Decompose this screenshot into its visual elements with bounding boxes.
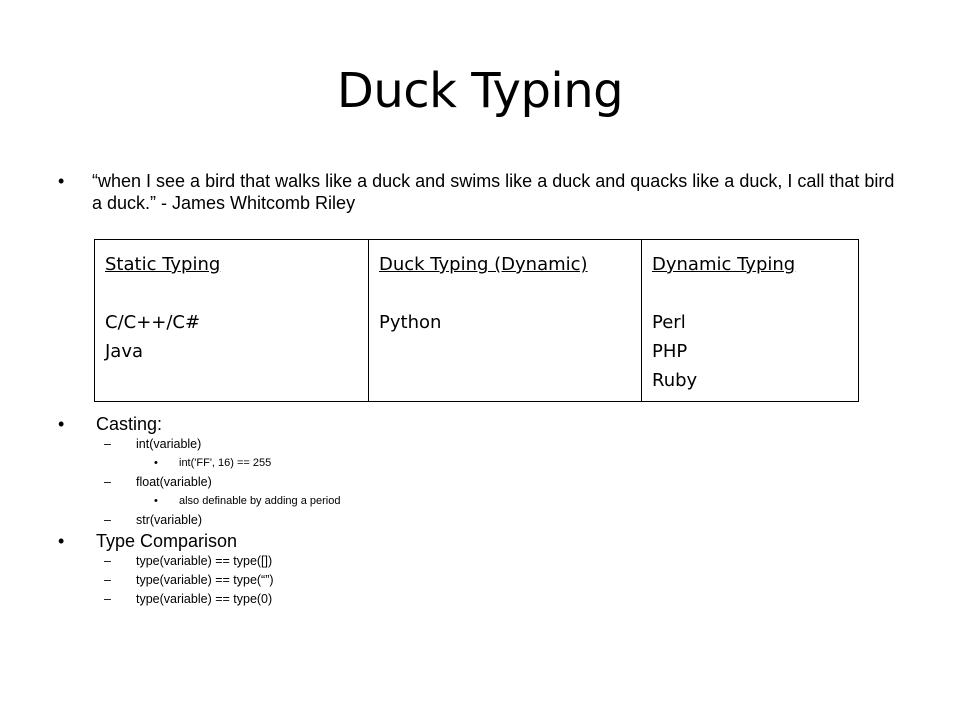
- typing-table: [94, 239, 859, 402]
- table-column-dynamic: [642, 240, 859, 402]
- bullet-icon: •: [58, 414, 65, 434]
- list-item: [58, 511, 858, 530]
- list-item-text: type(variable) == type([]): [136, 554, 273, 568]
- bullet-list: [58, 413, 858, 609]
- list-item: [58, 435, 858, 454]
- comparison-label: Type Comparison: [96, 531, 238, 551]
- dash-icon: –: [104, 513, 111, 527]
- language-item: Python: [379, 312, 442, 333]
- column-header: Static Typing: [105, 254, 221, 275]
- dash-icon: –: [104, 573, 111, 587]
- column-header: Dynamic Typing: [652, 254, 796, 275]
- list-item-text: int(variable): [136, 437, 202, 451]
- quote-text: “when I see a bird that walks like a duck and swims like a duck and quacks like a duck, I call that bird a duck.” - James Whitcomb Riley: [92, 171, 895, 213]
- sub-list-item: [58, 454, 858, 473]
- slide-title: Duck Typing: [336, 63, 624, 119]
- sub-list-item: [58, 492, 858, 511]
- dash-icon: –: [104, 475, 111, 489]
- list-item-text: type(variable) == type(0): [136, 592, 273, 606]
- list-item-text: float(variable): [136, 475, 212, 489]
- list-item: [58, 571, 858, 590]
- list-item: [58, 590, 858, 609]
- casting-label: Casting:: [96, 414, 163, 434]
- dash-icon: –: [104, 592, 111, 606]
- bullet-icon: •: [58, 531, 65, 551]
- language-item: Ruby: [652, 370, 698, 391]
- language-item: C/C++/C#: [105, 312, 201, 333]
- bullet-icon: •: [58, 171, 65, 191]
- sub-item-text: int('FF', 16) == 255: [179, 457, 272, 469]
- language-item: Java: [105, 341, 144, 362]
- column-header: Duck Typing (Dynamic): [379, 254, 588, 275]
- table-column-duck: [369, 240, 642, 402]
- table-column-static: [95, 240, 369, 402]
- list-item: [58, 552, 858, 571]
- language-item: Perl: [652, 312, 686, 333]
- bullet-icon: •: [154, 457, 158, 469]
- casting-heading: [58, 413, 858, 435]
- list-item-text: str(variable): [136, 513, 202, 527]
- bullet-icon: •: [154, 495, 158, 507]
- sub-item-text: also definable by adding a period: [179, 495, 341, 507]
- type-comparison-heading: [58, 530, 858, 552]
- language-item: PHP: [652, 341, 688, 362]
- list-item-text: type(variable) == type(“”): [136, 573, 274, 587]
- quote-bullet: [58, 170, 908, 214]
- list-item: [58, 473, 858, 492]
- dash-icon: –: [104, 554, 111, 568]
- dash-icon: –: [104, 437, 111, 451]
